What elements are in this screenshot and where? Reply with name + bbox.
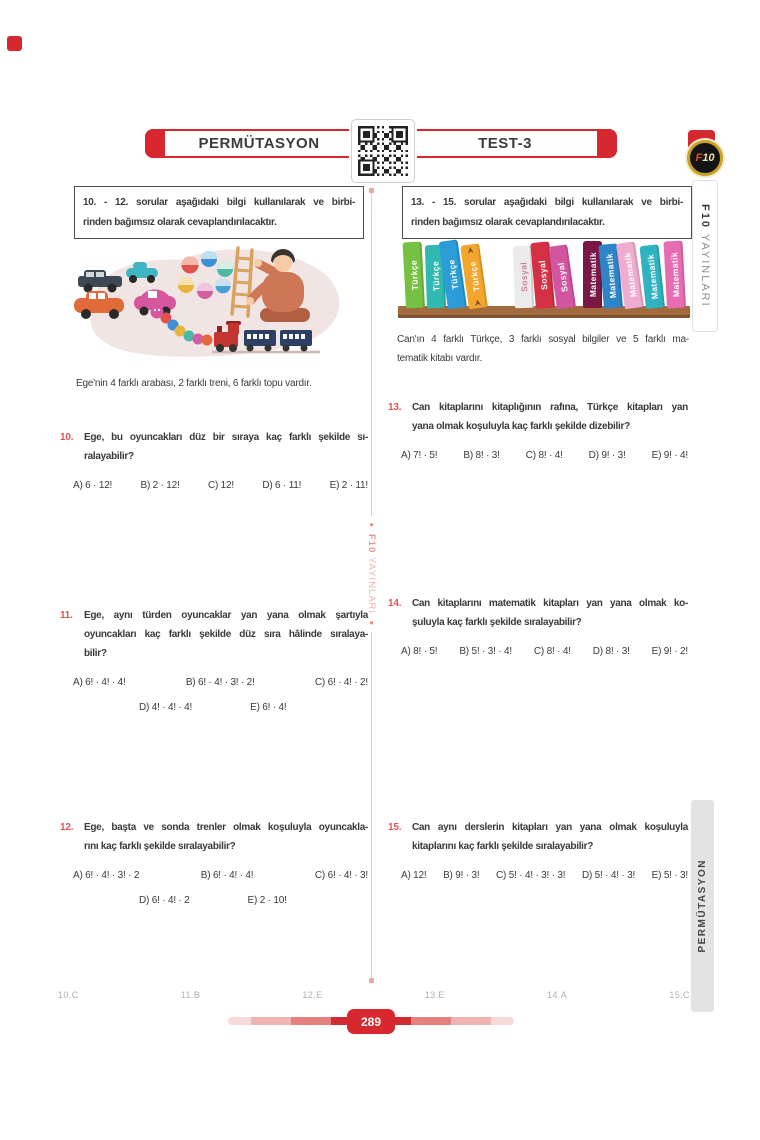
answer-key-item: 10.C <box>58 990 79 1000</box>
question-text: Can kitaplarını matematik kitapları yan yana olmak ko- şuluyla kaç farklı şekilde sıralayabilir? <box>412 598 688 628</box>
arrow-icon: ➤ <box>472 298 483 307</box>
option-A: A) 6! · 4! · 3! · 2 <box>73 870 140 881</box>
book-spine-label: Türkçe <box>407 259 420 291</box>
book-matematik <box>639 244 664 309</box>
question-text: Ege, aynı türden oyuncaklar yan yana olmak şartıyla oyuncakları kaç farklı şekilde düz sıra hâlinde sıralaya- bilir? <box>84 610 368 659</box>
watermark-rest: YAYINLARI <box>366 553 377 615</box>
option-B: B) 6! · 4! · 3! · 2! <box>185 677 255 688</box>
book-spine-label: Matematik <box>603 253 618 300</box>
question-12 <box>60 818 368 910</box>
test-label: TEST-3 <box>478 135 532 152</box>
question-number: 11. <box>60 610 73 621</box>
book-spine-label: Türkçe <box>466 260 482 293</box>
option-C: C) 8! · 4! <box>533 646 571 657</box>
question-13 <box>388 398 688 465</box>
book-spine-label: Sosyal <box>536 259 549 291</box>
divider-dot-top <box>369 188 374 193</box>
options-row <box>401 642 688 661</box>
publisher-rest: YAYINLARI <box>699 229 711 308</box>
book-spine-label: Matematik <box>644 253 660 300</box>
book-spine-label: Türkçe <box>445 258 460 291</box>
logo-10: 10 <box>702 152 715 164</box>
option-B: B) 9! · 3! <box>443 870 480 881</box>
option-A: A) 12! <box>401 870 427 881</box>
arrow-icon: ➤ <box>465 245 476 255</box>
book-spine-label: Türkçe <box>429 261 441 292</box>
option-E: E) 5! · 3! <box>651 870 688 881</box>
watermark-bold: F10 <box>366 534 377 554</box>
book-spine-label: Sosyal <box>555 261 570 293</box>
toys-illustration <box>62 236 360 370</box>
option-B: B) 2 · 12! <box>140 480 180 491</box>
answer-key-item: 15.C <box>669 990 690 1000</box>
logo-f: F <box>695 152 703 164</box>
publisher-bold: F10 <box>699 204 711 230</box>
answer-key-item: 11.B <box>180 990 201 1000</box>
options-row <box>73 891 368 910</box>
bookshelf-illustration <box>398 234 690 318</box>
option-C: C) 6! · 4! · 2! <box>314 677 368 688</box>
header-right-cap <box>597 129 617 158</box>
options-row <box>401 866 688 885</box>
option-C: C) 12! <box>207 480 234 491</box>
option-D: D) 8! · 3! <box>592 646 630 657</box>
publisher-strip <box>692 180 718 332</box>
option-A: A) 6 · 12! <box>73 480 113 491</box>
option-D: D) 5! · 4! · 3! <box>581 870 636 881</box>
f10-logo-icon <box>687 140 723 176</box>
option-D: D) 9! · 3! <box>588 450 626 461</box>
watermark-dot: ● <box>367 520 376 530</box>
option-A: A) 6! · 4! · 4! <box>73 677 126 688</box>
qr-code-icon <box>351 119 415 183</box>
answer-key-item: 14.A <box>547 990 568 1000</box>
question-15 <box>388 818 688 885</box>
option-A: A) 7! · 5! <box>401 450 438 461</box>
question-11 <box>60 606 368 717</box>
book-matematik <box>664 241 686 309</box>
instruction-box-left: 10. - 12. sorular aşağıdaki bilgi kullanılarak ve birbi- rinden bağımsız olarak cevaplandırılacaktır. <box>74 186 364 239</box>
options-row <box>401 446 688 465</box>
option-E: E) 2 · 10! <box>247 895 287 906</box>
answer-key-item: 13.E <box>424 990 445 1000</box>
question-number: 13. <box>388 402 402 413</box>
option-E: E) 9! · 4! <box>651 450 688 461</box>
watermark-dot: ● <box>367 618 376 629</box>
question-text: Ege, bu oyuncakları düz bir sıraya kaç farklı şekilde sı- ralayabilir? <box>84 432 368 462</box>
question-text: Can aynı derslerin kitapları yan yana olmak koşuluyla kitaplarını kaç farklı şekilde sıralayabilir? <box>412 822 688 852</box>
instruction-box-right: 13. - 15. sorular aşağıdaki bilgi kullanılarak ve birbi- rinden bağımsız olarak cevaplandırılacaktır. <box>402 186 692 239</box>
option-D: D) 6 · 11! <box>262 480 302 491</box>
question-10 <box>60 428 368 495</box>
option-B: B) 5! · 3! · 4! <box>459 646 512 657</box>
book-turkce <box>403 242 425 309</box>
option-B: B) 6! · 4! · 4! <box>200 870 254 881</box>
left-info-caption: Ege'nin 4 farklı arabası, 2 farklı treni, 6 farklı topu vardır. <box>76 378 312 389</box>
book-spine-label: Sosyal <box>517 261 529 293</box>
book-spine-label: Matematik <box>668 251 681 298</box>
options-row <box>73 698 368 717</box>
option-C: C) 5! · 4! · 3! · 3! <box>496 870 566 881</box>
question-number: 15. <box>388 822 402 833</box>
option-C: C) 8! · 4! <box>525 450 563 461</box>
option-C: C) 6! · 4! · 3! <box>314 870 368 881</box>
right-info-caption: Can'ın 4 farklı Türkçe, 3 farklı sosyal bilgiler ve 5 farklı ma- tematik kitabı vardır. <box>397 334 689 364</box>
answer-key-row <box>58 990 690 1000</box>
options-row <box>73 476 368 495</box>
question-text: Ege, başta ve sonda trenler olmak koşuluyla oyuncakla- rını kaç farklı şekilde sıralayabilir? <box>84 822 368 852</box>
options-row <box>73 673 368 692</box>
page-number-badge: 289 <box>347 1009 395 1034</box>
page-title: PERMÜTASYON <box>198 135 320 152</box>
option-E: E) 6! · 4! <box>250 702 287 713</box>
book-spine-label: Matematik <box>621 252 639 299</box>
question-number: 12. <box>60 822 74 833</box>
option-D: D) 6! · 4! · 2 <box>139 895 190 906</box>
answer-key-item: 12.E <box>302 990 323 1000</box>
option-A: A) 8! · 5! <box>401 646 438 657</box>
chapter-side-tab-label: PERMÜTASYON <box>697 859 708 953</box>
option-E: E) 9! · 2! <box>651 646 688 657</box>
question-text: Can kitaplarını kitaplığının rafına, Türkçe kitapları yan yana olmak koşuluyla kaç farklı şekilde dizebilir? <box>412 402 688 432</box>
chapter-side-tab <box>691 800 714 1012</box>
options-row <box>73 866 368 885</box>
question-number: 10. <box>60 432 74 443</box>
option-E: E) 2 · 11! <box>329 480 368 491</box>
option-B: B) 8! · 3! <box>463 450 500 461</box>
question-number: 14. <box>388 598 402 609</box>
book-spine-label: Matematik <box>587 251 598 298</box>
header-left-cap <box>145 129 165 158</box>
page-corner-mark <box>7 36 22 51</box>
question-14 <box>388 594 688 661</box>
option-D: D) 4! · 4! · 4! <box>139 702 193 713</box>
divider-dot-bottom <box>369 978 374 983</box>
